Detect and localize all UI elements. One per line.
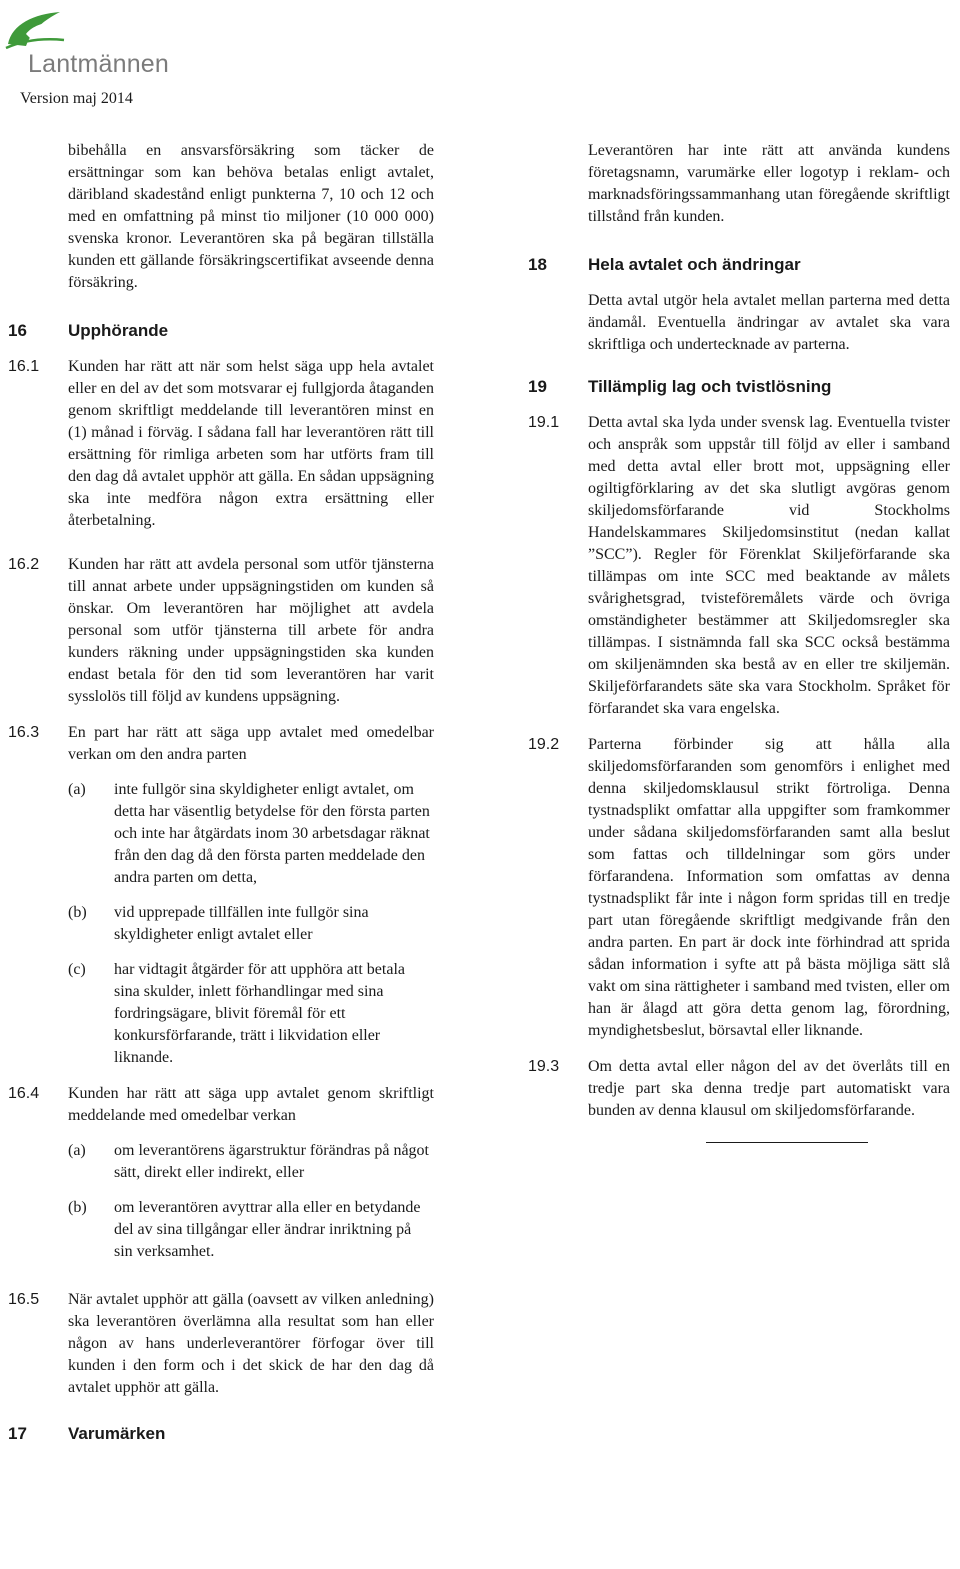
sub-label: (a) bbox=[68, 781, 86, 798]
paragraph-18: Detta avtal utgör hela avtalet mellan parterna med detta ändamål. Eventuella ändringar av avtalet ska vara skriftliga och undertecknade av parterna. bbox=[588, 292, 950, 353]
right-column bbox=[528, 140, 950, 1143]
clause-16-2 bbox=[8, 554, 434, 708]
section-number: 18 bbox=[528, 255, 547, 274]
clause-number: 19.2 bbox=[528, 736, 560, 753]
clause-number: 16.2 bbox=[8, 556, 40, 573]
clause-number: 19.3 bbox=[528, 1058, 560, 1075]
section-title: Hela avtalet och ändringar bbox=[588, 255, 801, 274]
section-title: Upphörande bbox=[68, 321, 169, 340]
brand-name: Lantmännen bbox=[28, 50, 170, 78]
sub-text: inte fullgör sina skyldigheter enligt avtalet, om detta har väsentlig betydelse för den första parten och inte har åtgärdats inom 30 arbetsdagar räknat från den dag då den första parten meddelade den andra parten om detta, bbox=[114, 781, 430, 886]
clause-text: Parterna förbinder sig att hålla alla skiljedomsförfaranden som genomförs i enlighet med denna skiljedomsklausul strikt förtroliga. Denna tystnadsplikt omfattar alla uppgifter som framkommer under sådana skiljedomsförfaranden samt alla beslut som fattas och tilldelningar som görs under förfarandena. Information som omfattas av denna tystnadsplikt får inte i någon form spridas till en tredje part utan föregående skriftligt medgivande från den andra parten. En part är dock inte förhindrad att sprida sådan information i syfte att på bästa möjliga sätt slå vakt om sina rättigheter i samband med tvisten, eller om han är ålagd att göra detta genom lag, förordning, myndighetsbeslut, börsavtal eller liknande. bbox=[588, 736, 950, 1039]
clause-text: Kunden har rätt att när som helst säga upp hela avtalet eller en del av det som motsvarar ej fullgjorda åtaganden genom skriftligt meddelande till leverantören minst en (1) månad i förväg. I sådana fall har leverantören rätt till ersättning för rimliga arbeten som har utförts fram till den dag då avtalet upphör att gälla. En sådan uppsägning ska inte medföra någon extra ersättning eller återbetalning. bbox=[68, 358, 434, 529]
section-heading-17 bbox=[8, 1423, 434, 1445]
clause-text: Kunden har rätt att avdela personal som utför tjänsterna till annat arbete under uppsägningstiden om kunden så önskar. Om leverantören har möjlighet att avdela personal som utför tjänsterna till arbete för andra kunders räkning under uppsägningstiden ska kunden endast betala för den tid som leverantören har varit sysslolös till följd av kundens uppsägning. bbox=[68, 556, 434, 705]
trademark-paragraph: Leverantören har inte rätt att använda kundens företagsnamn, varumärke eller logotyp i reklam- och marknadsföringssammanhang utan föregående skriftligt tillstånd från kunden. bbox=[588, 142, 950, 225]
clause-number: 16.4 bbox=[8, 1085, 40, 1102]
clause-text: När avtalet upphör att gälla (oavsett av vilken anledning) ska leverantören överlämna alla resultat som han eller någon av hans underleverantörer förfogar över till kunden i den form och i det skick de har den dag då avtalet upphör att gälla. bbox=[68, 1291, 434, 1396]
sub-text: om leverantörens ägarstruktur förändras på något sätt, direkt eller indirekt, eller bbox=[114, 1142, 429, 1181]
clause-19-2 bbox=[528, 734, 950, 1042]
clause-number: 19.1 bbox=[528, 414, 560, 431]
clause-number: 16.3 bbox=[8, 724, 40, 741]
sub-label: (c) bbox=[68, 961, 86, 978]
clause-text: Detta avtal ska lyda under svensk lag. Eventuella tvister och anspråk som uppstår till följd av eller i samband med detta avtal eller brott mot, uppsägning eller ogiltigförklaring av det ska slutligt avgöras genom skiljedomsförfarande vid Stockholms Handelskammares Skiljedomsinstitut (nedan kallat ”SCC”). Regler för Förenklat Skiljeförfarande ska tillämpas om inte SCC med beaktande av målets svårighetsgrad, tvisteföremålets värde och övriga omständigheter bestämmer att Skiljedomsregler ska tillämpas. I sistnämnda fall ska SCC också bestämma om skiljenämnden ska bestå av en eller tre skiljemän. Skiljeförfarandets säte ska vara Stockholm. Språket för förfarandet ska vara engelska. bbox=[588, 414, 950, 717]
sub-label: (a) bbox=[68, 1142, 86, 1159]
clause-16-3-b bbox=[68, 902, 434, 946]
section-heading-19 bbox=[528, 376, 950, 398]
clause-text: Kunden har rätt att säga upp avtalet genom skriftligt meddelande med omedelbar verkan bbox=[68, 1085, 434, 1124]
clause-number: 16.5 bbox=[8, 1291, 40, 1308]
section-number: 17 bbox=[8, 1424, 27, 1443]
end-rule bbox=[706, 1142, 868, 1143]
clause-19-3 bbox=[528, 1056, 950, 1122]
section-heading-16 bbox=[8, 320, 434, 342]
sub-text: har vidtagit åtgärder för att upphöra att betala sina skulder, inlett förhandlingar med sina fordringsägare, blivit föremål för ett konkursförfarande, trätt i likvidation eller liknande. bbox=[114, 961, 405, 1066]
clause-number: 16.1 bbox=[8, 358, 40, 375]
clause-19-1 bbox=[528, 412, 950, 720]
section-title: Tillämplig lag och tvistlösning bbox=[588, 377, 832, 396]
left-column bbox=[8, 140, 434, 1445]
section-number: 16 bbox=[8, 321, 27, 340]
intro-paragraph: bibehålla en ansvarsförsäkring som täcker de ersättningar som kan behöva betalas enligt avtalet, däribland skadestånd enligt punkterna 7, 10 och 12 och med en omfattning på minst tio miljoner (10 000 000) svenska kronor. Leverantören ska på begäran tillställa kunden ett gällande försäkringscertifikat avseende denna försäkring. bbox=[68, 142, 434, 291]
section-number: 19 bbox=[528, 377, 547, 396]
version-label: Version maj 2014 bbox=[20, 90, 133, 107]
section-title: Varumärken bbox=[68, 1424, 166, 1443]
clause-16-4 bbox=[8, 1083, 434, 1127]
clause-16-3 bbox=[8, 722, 434, 766]
clause-text: Om detta avtal eller någon del av det överlåts till en tredje part ska denna tredje part automatiskt vara bunden av denna klausul om skiljedomsförfarande. bbox=[588, 1058, 950, 1119]
clause-16-3-a bbox=[68, 779, 434, 889]
sub-text: vid upprepade tillfällen inte fullgör sina skyldigheter enligt avtalet eller bbox=[114, 904, 369, 943]
company-logo bbox=[4, 4, 170, 78]
leaf-logo-icon bbox=[4, 4, 74, 54]
clause-16-4-b bbox=[68, 1197, 434, 1263]
sub-label: (b) bbox=[68, 1199, 87, 1216]
clause-text: En part har rätt att säga upp avtalet med omedelbar verkan om den andra parten bbox=[68, 724, 434, 763]
section-heading-18 bbox=[528, 254, 950, 276]
clause-16-3-c bbox=[68, 959, 434, 1069]
clause-16-4-a bbox=[68, 1140, 434, 1184]
clause-16-1 bbox=[8, 356, 434, 532]
sub-text: om leverantören avyttrar alla eller en betydande del av sina tillgångar eller ändrar inriktning på sin verksamhet. bbox=[114, 1199, 421, 1260]
clause-16-5 bbox=[8, 1289, 434, 1399]
sub-label: (b) bbox=[68, 904, 87, 921]
